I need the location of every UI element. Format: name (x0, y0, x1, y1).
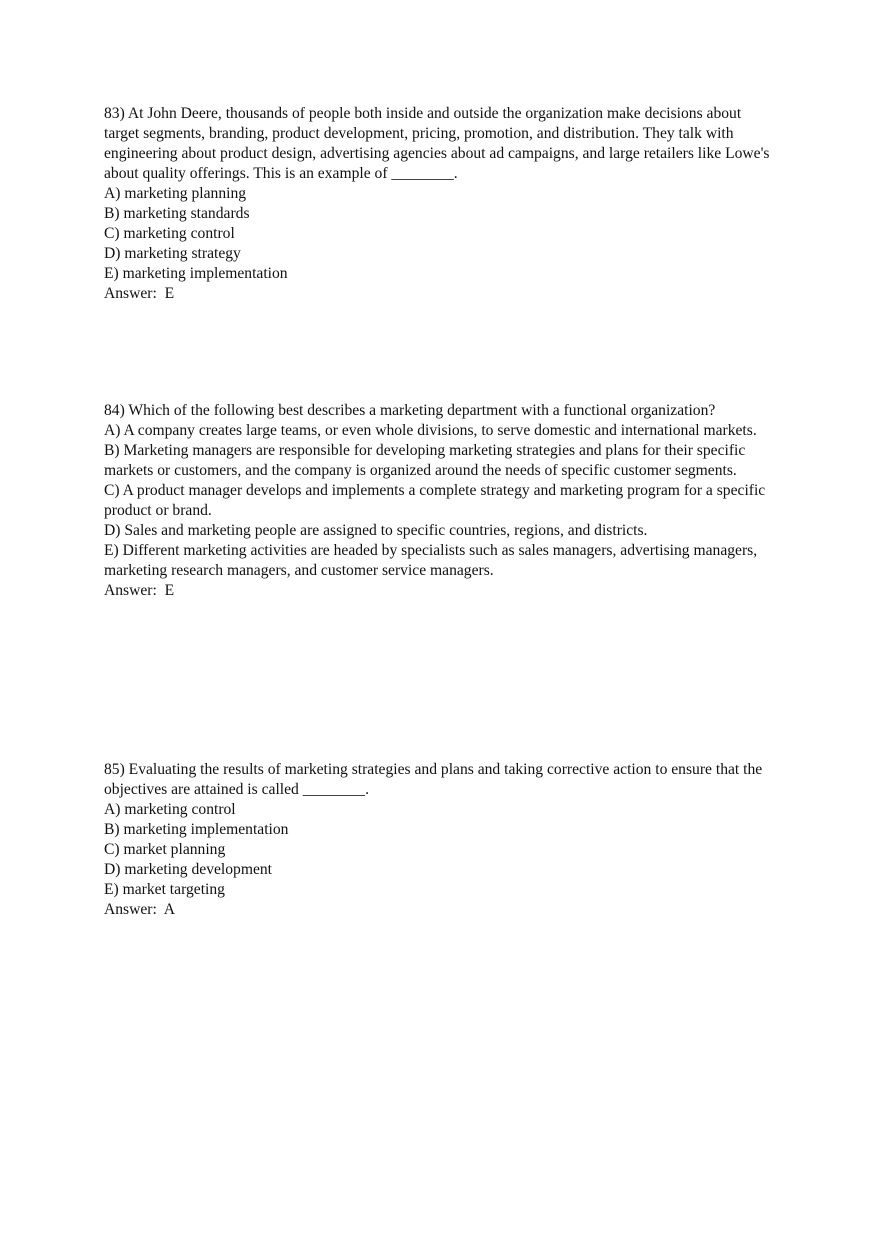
option-c: C) market planning (104, 841, 226, 858)
answer-label: Answer: (104, 285, 165, 302)
question-83 (104, 104, 780, 304)
option-c: C) marketing control (104, 225, 235, 242)
question-84 (104, 401, 780, 601)
answer-value: E (164, 582, 175, 599)
answer-value: E (164, 285, 175, 302)
answer-line (104, 284, 780, 304)
answer-line (104, 900, 780, 920)
option-d: D) marketing strategy (104, 245, 241, 262)
question-stem: 85) Evaluating the results of marketing strategies and plans and taking corrective action to ensure that the objectives are attained is called ________. (104, 761, 763, 798)
option-b: B) marketing implementation (104, 821, 289, 838)
option-c: C) A product manager develops and implements a complete strategy and marketing program for a specific product or brand. (104, 482, 766, 519)
question-stem: 83) At John Deere, thousands of people both inside and outside the organization make decisions about target segments, branding, product development, pricing, promotion, and distribution. They talk with engineering about product design, advertising agencies about ad campaigns, and large retailers like Lowe's about quality offerings. This is an example of ________. (104, 105, 770, 182)
answer-label: Answer: (104, 582, 165, 599)
option-a: A) marketing planning (104, 185, 247, 202)
answer-label: Answer: (104, 901, 164, 918)
option-b: B) Marketing managers are responsible for developing marketing strategies and plans for their specific markets or customers, and the company is organized around the needs of specific customer segments. (104, 442, 746, 479)
question-stem: 84) Which of the following best describes a marketing department with a functional organization? (104, 402, 716, 419)
option-e: E) marketing implementation (104, 265, 288, 282)
question-85 (104, 760, 780, 920)
option-d: D) Sales and marketing people are assigned to specific countries, regions, and districts. (104, 522, 648, 539)
answer-line (104, 581, 780, 601)
option-e: E) market targeting (104, 881, 225, 898)
option-b: B) marketing standards (104, 205, 250, 222)
option-a: A) A company creates large teams, or even whole divisions, to serve domestic and international markets. (104, 422, 757, 439)
answer-value: A (163, 901, 176, 918)
option-d: D) marketing development (104, 861, 273, 878)
option-e: E) Different marketing activities are headed by specialists such as sales managers, advertising managers, marketing research managers, and customer service managers. (104, 542, 758, 579)
option-a: A) marketing control (104, 801, 236, 818)
